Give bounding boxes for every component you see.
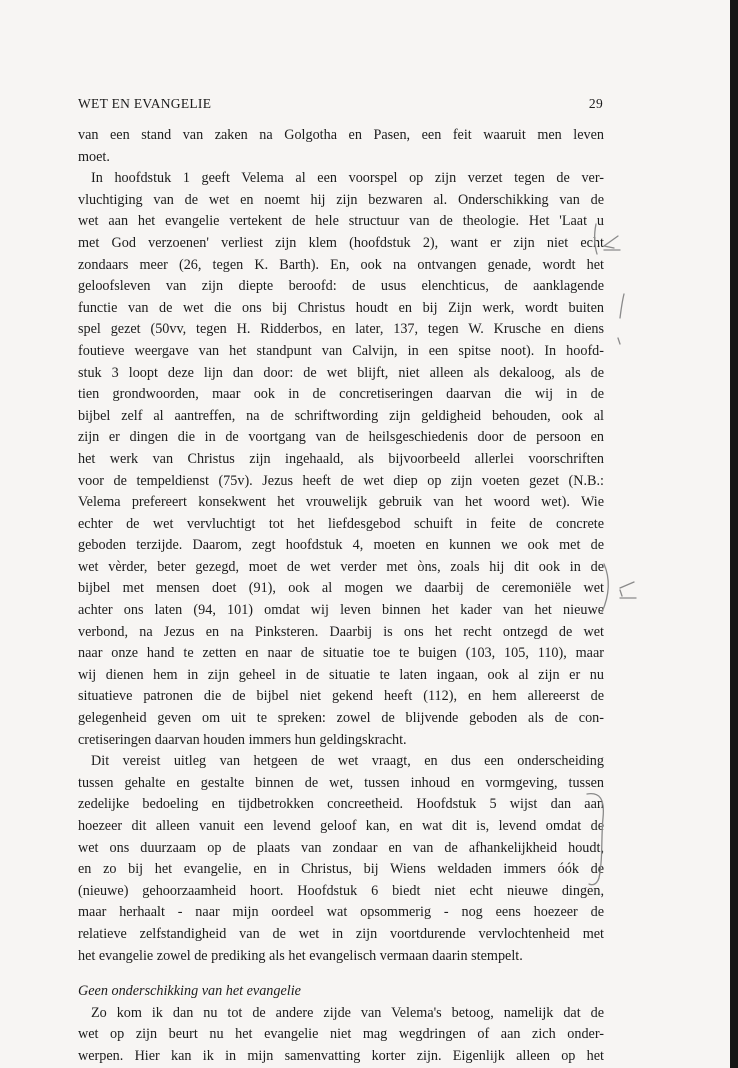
text-line: van een stand van zaken na Golgotha en Pasen, een feit waaruit men leven <box>78 127 604 143</box>
text-line: tussen gehalte en gestalte binnen de wet, tussen inhoud en vormgeving, tussen <box>78 774 604 791</box>
text-line: naar onze hand te zetten en naar de situatie toe te buigen (103, 105, 110), maar <box>78 645 604 662</box>
text-line: wet ons duurzaam op de plaats van zondaar en van de afhankelijkheid houdt, <box>78 839 604 856</box>
text-line: geloofsleven van zijn diepte beroofd: de usus elenchticus, de aanklagende <box>78 278 604 295</box>
text-line: zijn er dingen die in de voortgang van de heilsgeschiedenis door de persoon en <box>78 429 604 446</box>
margin-bracket <box>585 788 615 888</box>
text-line: met God verzoenen' verliest zijn klem (hoofdstuk 2), want er zijn niet echt <box>78 234 604 251</box>
text-line: stuk 3 loopt deze lijn dan door: de wet blijft, niet alleen als dekaloog, als de <box>78 364 604 381</box>
binding-edge <box>730 0 738 1068</box>
text-line: hoezeer dit alleen vanuit een levend geloof kan, en wat dit is, levend omdat de <box>78 818 604 834</box>
text-line: bijbel met mensen doet (91), ook al mogen we daarbij de ceremoniële wet <box>78 580 604 597</box>
text-line: verbond, na Jezus en na Pinksteren. Daarbij is ons het recht ontzegd de wet <box>78 623 604 640</box>
text-line: Dit vereist uitleg van hetgeen de wet vraagt, en dus een onderscheiding <box>91 753 604 770</box>
text-line: gelegenheid geven om uit te spreken: zowel de blijvende geboden als de con- <box>78 710 604 727</box>
text-line: en zo bij het evangelie, en in Christus, bij Wiens weldaden immers óók de <box>78 861 604 878</box>
text-line: situatieve patronen die de bijbel niet gekend heeft (112), en hem allereerst de <box>78 688 604 705</box>
text-line: werpen. Hier kan ik in mijn samenvatting korter zijn. Eigenlijk alleen op het <box>78 1047 604 1064</box>
text-line: foutieve weergave van het standpunt van Calvijn, in een spitse noot). In hoofd- <box>78 342 604 359</box>
text-line: echter de wet vervluchtigt tot het liefdesgebod schuift in feite de concrete <box>78 515 604 532</box>
text-line: het evangelie zowel de prediking als het evangelisch vermaan daarin stempelt. <box>78 947 523 964</box>
text-line: wet aan het evangelie vertekent de hele structuur van de theologie. Het 'Laat u <box>78 213 604 230</box>
text-line: voor de tempeldienst (75v). Jezus heeft de wet diep op zijn voeten gezet (N.B.: <box>78 472 604 489</box>
margin-mark-3 <box>600 560 650 620</box>
text-line: geboden terzijde. Daarom, zegt hoofdstuk 4, moeten en kunnen we ook met de <box>78 537 604 554</box>
text-line: functie van de wet die ons bij Christus houdt en bij Zijn werk, wordt buiten <box>78 299 604 316</box>
margin-mark-2 <box>612 290 632 350</box>
text-line: het werk van Christus zijn ingehaald, als bijvoorbeeld allerlei voorschriften <box>78 450 604 467</box>
text-line: bijbel zelf al aantreffen, na de schriftwording zijn geldigheid behouden, ook al <box>78 407 604 424</box>
text-line: wet op zijn beurt nu het evangelie niet mag wegdringen of aan zich onder- <box>78 1026 604 1043</box>
text-line: (nieuwe) gehoorzaamheid hoort. Hoofdstuk 6 biedt niet echt nieuwe dingen, <box>78 882 604 899</box>
text-line: relatieve zelfstandigheid van de wet in zijn voortdurende vervlochtenheid met <box>78 925 604 942</box>
text-line: wet vèrder, beter gezegd, moet de wet verder met òns, zoals hij dit ook in de <box>78 558 604 575</box>
running-title: WET EN EVANGELIE <box>78 96 212 111</box>
body-text <box>78 125 604 1068</box>
text-line: zondaars meer (26, tegen K. Barth). En, ook na ontvangen genade, wordt het <box>78 256 604 273</box>
text-line: vluchtiging van de wet en noemt hij zijn bezwaren al. Onderschikking van de <box>78 191 604 208</box>
text-line: tien grondwoorden, maar ook in de concretiseringen daarvan die wij in de <box>78 386 604 403</box>
text-line: achter ons laten (94, 101) omdat wij leven binnen het kader van het nieuwe <box>78 602 604 619</box>
text-line: Velema prefereert konsekwent het vrouwelijk gebruik van het woord wet). Wie <box>78 494 604 511</box>
page-number: 29 <box>588 96 603 111</box>
margin-mark-1 <box>590 220 630 260</box>
text-line: spel gezet (50vv, tegen H. Ridderbos, en later, 137, tegen W. Krusche en diens <box>78 321 604 338</box>
text-line: cretiseringen daarvan houden immers hun geldingskracht. <box>78 731 407 748</box>
text-line: zedelijke bedoeling en tijdbetrokken concreetheid. Hoofdstuk 5 wijst dan aan <box>78 796 604 813</box>
text-line: Zo kom ik dan nu tot de andere zijde van Velema's betoog, namelijk dat de <box>91 1004 604 1021</box>
text-line: moet. <box>78 148 110 165</box>
text-line: wij dienen hem in zijn geheel in de situatie te laten ingaan, ook al zijn er nu <box>78 666 604 683</box>
text-line: In hoofdstuk 1 geeft Velema al een voorspel op zijn verzet tegen de ver- <box>91 170 604 187</box>
text-line: maar herhaalt - naar mijn oordeel wat opsommerig - nog eens hoezeer de <box>78 904 604 921</box>
section-heading: Geen onderschikking van het evangelie <box>78 983 301 1000</box>
